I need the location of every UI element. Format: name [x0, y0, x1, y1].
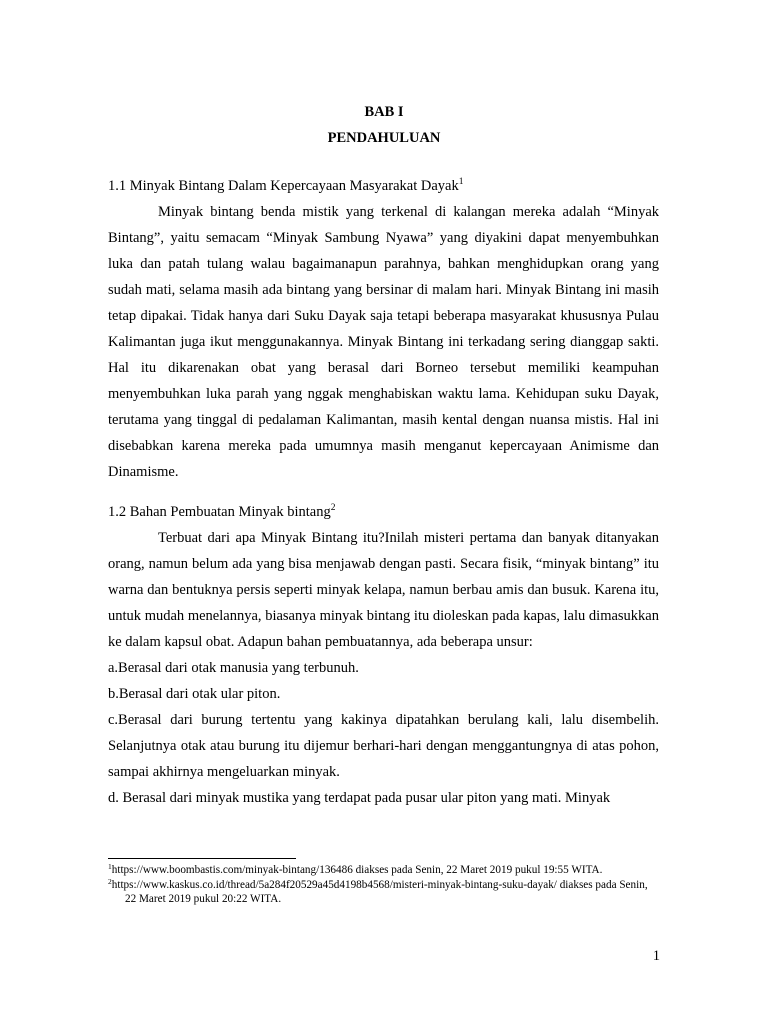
- footnote-2-text: https://www.kaskus.co.id/thread/5a284f20529a45d4198b4568/misteri-minyak-bintang-suku-dayak/ diakses pada Senin, 22 Maret 2019 pukul 20:22 WITA.: [111, 878, 648, 905]
- footnote-1-mark: 1: [108, 862, 112, 871]
- section-2-heading-text: 1.2 Bahan Pembuatan Minyak bintang: [108, 504, 331, 520]
- section-2: [108, 499, 659, 811]
- list-item-c: c.Berasal dari burung tertentu yang kakinya dipatahkan berulang kali, lalu disembelih. Selanjutnya otak atau burung itu dijemur berhari-hari dengan menggantungnya di atas pohon, sampai akhirnya mengeluarkan minyak.: [108, 712, 659, 780]
- chapter-number: BAB I: [364, 104, 404, 120]
- section-1-paragraph: Minyak bintang benda mistik yang terkenal di kalangan mereka adalah “Minyak Bintang”, yaitu semacam “Minyak Sambung Nyawa” yang diyakini dapat menyembuhkan luka dan patah tulang walau bagaimanapun parahnya, bahkan menghidupkan orang yang sudah mati, selama masih ada bintang yang bersinar di malam hari. Minyak Bintang ini masih tetap dipakai. Tidak hanya dari Suku Dayak saja tetapi beberapa masyarakat khususnya Pulau Kalimantan juga ikut menggunakannya. Minyak Bintang ini terkadang sering dianggap sakti. Hal itu dikarenakan obat yang berasal dari Borneo tersebut memiliki keampuhan menyembuhkan luka parah yang nggak menghabiskan waktu lama. Kehidupan suku Dayak, terutama yang tinggal di pedalaman Kalimantan, masih kental dengan nuansa mistis. Hal ini disebabkan karena mereka pada umumnya masih menganut kepercayaan Animisme dan Dinamisme.: [108, 204, 659, 480]
- footnote-1-text: https://www.boombastis.com/minyak-bintang/136486 diakses pada Senin, 22 Maret 2019 pukul 19:55 WITA.: [111, 864, 603, 876]
- footnote-2-mark: 2: [108, 876, 112, 886]
- section-1: [108, 173, 659, 485]
- chapter-title: PENDAHULUAN: [327, 130, 441, 146]
- footnote-2: [108, 878, 659, 907]
- footnote-1: [108, 863, 659, 878]
- section-2-heading: [108, 499, 659, 525]
- section-1-heading: [108, 173, 659, 199]
- footnote-separator: [108, 858, 296, 859]
- footnote-ref-1: 1: [458, 177, 464, 187]
- footnotes: [108, 863, 659, 907]
- page-number: 1: [652, 948, 660, 964]
- footnote-ref-2: 2: [330, 503, 336, 513]
- list-item-a: a.Berasal dari otak manusia yang terbunuh.: [108, 660, 359, 676]
- list-item-b: b.Berasal dari otak ular piton.: [108, 686, 281, 702]
- section-2-paragraph: Terbuat dari apa Minyak Bintang itu?Inilah misteri pertama dan banyak ditanyakan orang, namun belum ada yang bisa menjawab dengan pasti. Secara fisik, “minyak bintang” itu warna dan bentuknya persis seperti minyak kelapa, namun berbau amis dan busuk. Karena itu, untuk mudah menelannya, biasanya minyak bintang itu dioleskan pada kapas, lalu dimasukkan ke dalam kapsul obat. Adapun bahan pembuatannya, ada beberapa unsur:: [108, 530, 659, 650]
- list-item-d: d. Berasal dari minyak mustika yang terdapat pada pusar ular piton yang mati. Minyak: [108, 790, 611, 806]
- section-1-heading-text: 1.1 Minyak Bintang Dalam Kepercayaan Masyarakat Dayak: [108, 178, 459, 194]
